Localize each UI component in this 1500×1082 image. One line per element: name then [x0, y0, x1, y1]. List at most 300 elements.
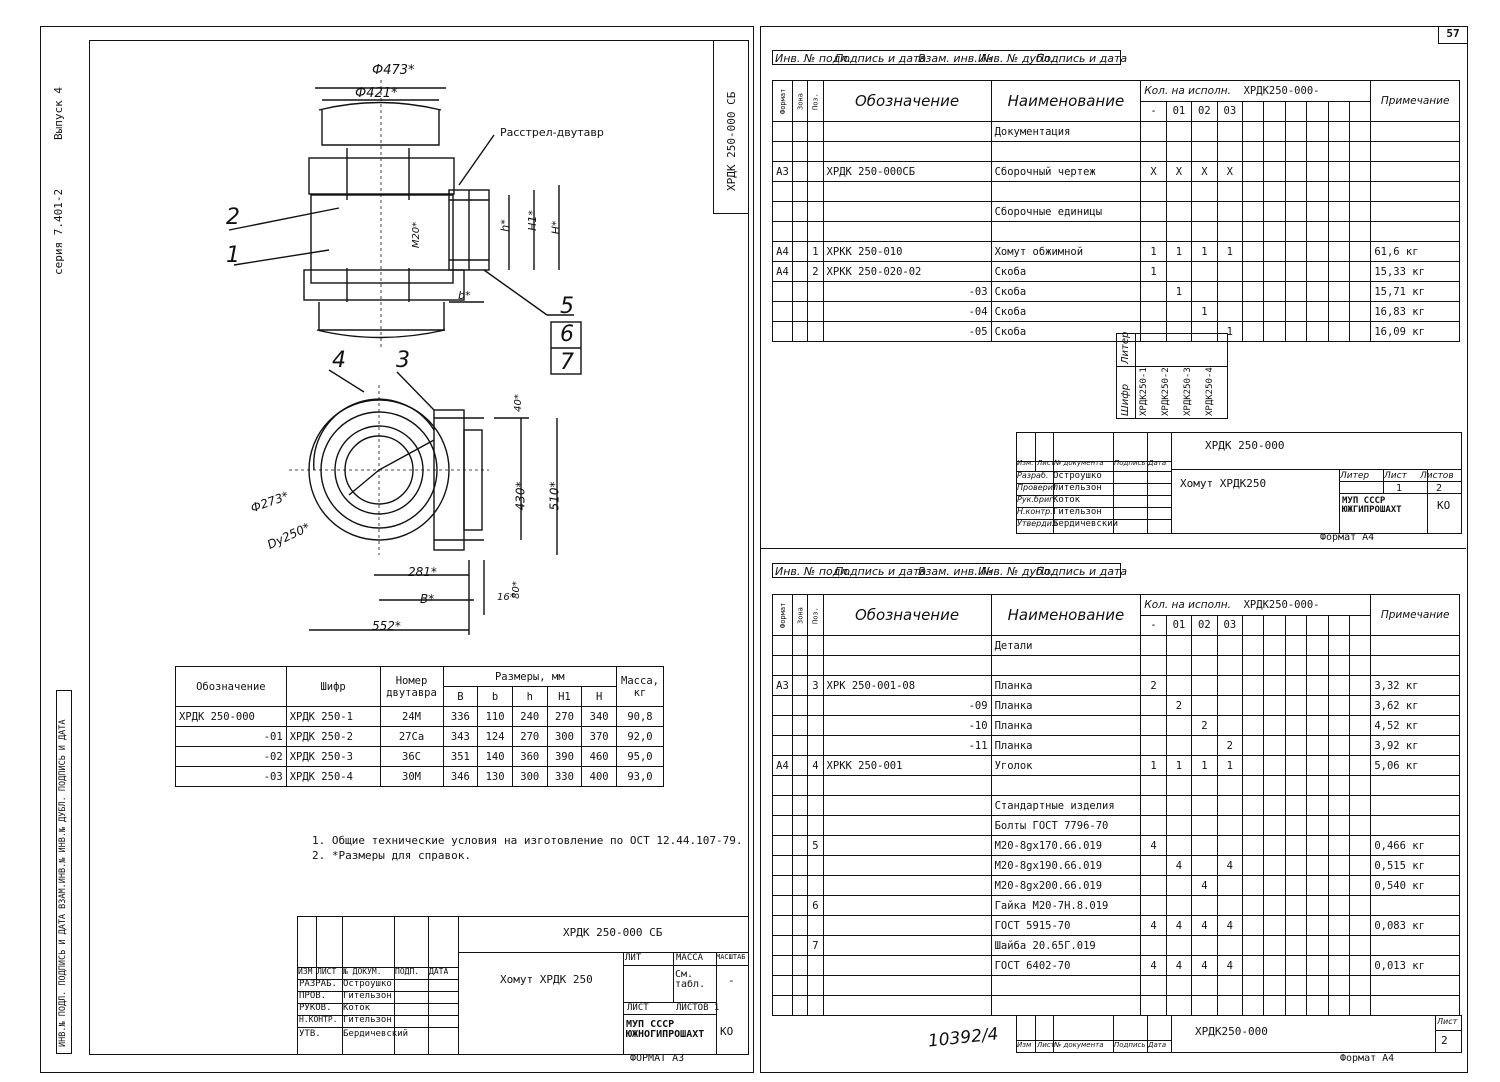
left-title-name: Хомут ХРДК 250: [500, 973, 593, 986]
spec-cell: 1: [1166, 242, 1191, 262]
spec-cell: [991, 996, 1141, 1016]
spec-cell: [1141, 716, 1166, 736]
spec-cell: 2: [1166, 696, 1191, 716]
spec-cell: [1243, 976, 1264, 996]
spec-cell: [793, 816, 808, 836]
spec-row: [773, 816, 1460, 836]
spec-cell: Сборочные единицы: [991, 202, 1141, 222]
spec-cell: [1166, 816, 1191, 836]
spec-cell: X: [1141, 162, 1166, 182]
spec-cell: [1243, 996, 1264, 1016]
spec-cell: [1264, 262, 1285, 282]
dim-430: 430*: [513, 481, 528, 511]
spec-cell: [1217, 816, 1242, 836]
left-role-4-name: Бердичевский: [343, 1029, 409, 1039]
spec-cell: [1307, 896, 1328, 916]
spec-cell: [1264, 716, 1285, 736]
spec-cell: [1243, 322, 1264, 342]
spec-cell: [793, 896, 808, 916]
th-H1: H1: [547, 687, 582, 707]
spec1-col: 02: [1192, 101, 1217, 122]
spec-cell: [1371, 636, 1460, 656]
strip-cell: Взам. инв. №: [918, 565, 993, 578]
spec-cell: [1243, 242, 1264, 262]
spec-cell: [1217, 796, 1242, 816]
spec-cell: [1285, 976, 1306, 996]
spec-cell: [1285, 876, 1306, 896]
spec-cell: [1264, 122, 1285, 142]
spec-cell: [1307, 936, 1328, 956]
spec-cell: [1349, 182, 1370, 202]
spec-cell: 2: [808, 262, 823, 282]
spec1-title-code: ХРДК 250-000: [1205, 439, 1285, 452]
spec-cell: [1243, 896, 1264, 916]
spec-cell: [773, 736, 793, 756]
spec-cell: [1371, 776, 1460, 796]
spec-cell: [1264, 836, 1285, 856]
spec-cell: 3,62 кг: [1371, 696, 1460, 716]
spec-cell: [1349, 956, 1370, 976]
spec-cell: 4: [1192, 916, 1217, 936]
callout-4: 4: [332, 348, 346, 373]
spec-cell: [1371, 656, 1460, 676]
spec-cell: [1166, 736, 1191, 756]
spec-cell: [1371, 122, 1460, 142]
spec-cell: [1285, 302, 1306, 322]
spec-cell: [1192, 122, 1217, 142]
spec-cell: [1285, 996, 1306, 1016]
spec-cell: [773, 996, 793, 1016]
left-role-3-name: Гительзон: [343, 1015, 392, 1025]
th-shifr: Шифр: [286, 667, 380, 707]
strip-cell: Инв. № подл.: [775, 52, 851, 65]
spec-cell: [1285, 816, 1306, 836]
spec-cell: [1328, 162, 1349, 182]
spec-cell: [773, 816, 793, 836]
spec-cell: [1328, 916, 1349, 936]
spec-cell: [1264, 656, 1285, 676]
spec-cell: [823, 142, 991, 162]
spec-cell: [1141, 796, 1166, 816]
spec-cell: [1349, 302, 1370, 322]
side-strip-text: ИНВ.№ ПОДЛ. ПОДПИСЬ И ДАТА ВЗАМ.ИНВ.№ ИНВ.№ ДУБЛ. ПОДПИСЬ И ДАТА: [58, 719, 68, 1047]
spec-cell: [1285, 202, 1306, 222]
spec-row: [773, 896, 1460, 916]
spec-cell: [808, 796, 823, 816]
spec-cell: [1349, 796, 1370, 816]
spec-cell: [1243, 262, 1264, 282]
spec-cell: [1307, 916, 1328, 936]
spec1-kol-code: ХРДК250-000-: [1243, 84, 1320, 97]
spec-cell: 4: [1192, 876, 1217, 896]
spec-cell: [1328, 636, 1349, 656]
spec-cell: [1166, 896, 1191, 916]
spec-cell: 4: [1192, 956, 1217, 976]
spec-cell: [773, 836, 793, 856]
spec1-col: -: [1141, 101, 1166, 122]
spec-cell: [1192, 776, 1217, 796]
spec-cell: [1166, 796, 1191, 816]
spec-cell: 3,32 кг: [1371, 676, 1460, 696]
spec-cell: [1264, 776, 1285, 796]
spec-cell: [1328, 142, 1349, 162]
table-row: [176, 767, 664, 787]
spec-cell: [1307, 656, 1328, 676]
spec-row: [773, 856, 1460, 876]
dim-40: 40*: [512, 394, 524, 412]
spec-cell: [1328, 956, 1349, 976]
spec-cell: [1243, 162, 1264, 182]
spec-cell: [793, 956, 808, 976]
spec-cell: А3: [773, 676, 793, 696]
spec-cell: [1217, 936, 1242, 956]
spec-cell: [823, 896, 991, 916]
spec-cell: [793, 796, 808, 816]
cell: 140: [478, 747, 513, 767]
cell: 24М: [380, 707, 443, 727]
spec-cell: [1243, 182, 1264, 202]
spec-cell: [1243, 736, 1264, 756]
spec-cell: [991, 976, 1141, 996]
spec-cell: [808, 182, 823, 202]
spec-cell: [1166, 636, 1191, 656]
dim-m20: М20*: [411, 221, 423, 249]
th-B: B: [443, 687, 478, 707]
spec-cell: 0,013 кг: [1371, 956, 1460, 976]
callout-6: 6: [560, 322, 574, 347]
spec-cell: [773, 696, 793, 716]
spec-cell: [1192, 282, 1217, 302]
callout-5: 5: [560, 294, 574, 319]
spec-cell: [1349, 816, 1370, 836]
spec-cell: [823, 222, 991, 242]
spec-cell: [991, 222, 1141, 242]
spec-cell: [773, 636, 793, 656]
spec-cell: [1285, 896, 1306, 916]
spec-cell: [1307, 956, 1328, 976]
spec-cell: [1371, 936, 1460, 956]
spec-row: [773, 676, 1460, 696]
spec-cell: 4: [1141, 956, 1166, 976]
spec-cell: 1: [1141, 262, 1166, 282]
spec-cell: [1349, 756, 1370, 776]
spec-cell: [808, 202, 823, 222]
spec-cell: [1217, 876, 1242, 896]
spec-cell: [1328, 776, 1349, 796]
spec-cell: [773, 896, 793, 916]
spec1-h-poz: Поз.: [808, 81, 823, 122]
spec-cell: [823, 916, 991, 936]
spec-cell: [1264, 242, 1285, 262]
left-title-mass: См. табл.: [675, 969, 706, 990]
spec-cell: [1243, 222, 1264, 242]
cell: 351: [443, 747, 478, 767]
spec1-role-2: Рук.бриг.: [1017, 495, 1056, 504]
spec-cell: X: [1217, 162, 1242, 182]
callout-7: 7: [560, 350, 574, 375]
spec-cell: [1192, 262, 1217, 282]
spec-cell: ХРКК 250-020-02: [823, 262, 991, 282]
spec-cell: [1328, 322, 1349, 342]
top-stamp-code: ХРДК 250-000 СБ: [725, 91, 738, 191]
spec-cell: [1264, 996, 1285, 1016]
spec-cell: [1166, 262, 1191, 282]
spec-cell: [1264, 282, 1285, 302]
spec-cell: [1192, 142, 1217, 162]
spec-cell: [773, 936, 793, 956]
cell: 390: [547, 747, 582, 767]
side-issue: Выпуск 4: [52, 87, 65, 140]
spec-cell: [773, 182, 793, 202]
spec2-top-strip: [772, 563, 1128, 578]
spec-cell: [1349, 836, 1370, 856]
spec-cell: [808, 222, 823, 242]
spec-row: [773, 796, 1460, 816]
spec-cell: [1217, 262, 1242, 282]
spec-cell: Скоба: [991, 262, 1141, 282]
spec-cell: 4: [808, 756, 823, 776]
spec-cell: [1328, 242, 1349, 262]
spec-cell: [1328, 182, 1349, 202]
spec-cell: [1192, 696, 1217, 716]
spec-cell: [991, 182, 1141, 202]
spec-row: [773, 222, 1460, 242]
spec-cell: 61,6 кг: [1371, 242, 1460, 262]
cell: 240: [512, 707, 547, 727]
spec-cell: [823, 816, 991, 836]
spec-cell: [1264, 856, 1285, 876]
spec-cell: [1243, 122, 1264, 142]
spec-cell: [1166, 122, 1191, 142]
spec-cell: [1307, 142, 1328, 162]
spec-cell: [1328, 696, 1349, 716]
spec-cell: -09: [823, 696, 991, 716]
spec-cell: [793, 182, 808, 202]
spec-cell: [823, 996, 991, 1016]
spec-cell: [1349, 996, 1370, 1016]
spec-cell: 5: [808, 836, 823, 856]
spec-cell: [1264, 676, 1285, 696]
side-series: серия 7.401-2: [52, 188, 65, 275]
spec-cell: [773, 222, 793, 242]
spec-cell: [808, 282, 823, 302]
spec-cell: [1349, 876, 1370, 896]
right-divider: [760, 548, 1466, 549]
spec-cell: [1192, 996, 1217, 1016]
spec2-h-poz: Поз.: [808, 595, 823, 636]
spec1-title-name: Хомут ХРДК250: [1180, 477, 1267, 490]
spec-cell: [1141, 896, 1166, 916]
spec-cell: [1349, 696, 1370, 716]
spec1-kol-label: Кол. на исполн.: [1144, 84, 1231, 97]
spec-cell: [1217, 282, 1242, 302]
spec-cell: [991, 142, 1141, 162]
spec2-head-dok: № документа: [1054, 1041, 1104, 1049]
spec-cell: [823, 956, 991, 976]
cell: 92,0: [617, 727, 664, 747]
spec-cell: [1349, 222, 1370, 242]
spec-cell: 4: [1166, 856, 1191, 876]
spec-row: [773, 716, 1460, 736]
spec-cell: [1264, 302, 1285, 322]
spec-cell: [793, 202, 808, 222]
strip-cell: Подпись и дата: [1036, 52, 1128, 65]
dim-281: 281*: [408, 565, 437, 579]
spec-cell: Гайка М20-7Н.8.019: [991, 896, 1141, 916]
spec-cell: [1328, 676, 1349, 696]
spec-cell: [808, 956, 823, 976]
spec-cell: 4: [1141, 916, 1166, 936]
spec-cell: [793, 756, 808, 776]
spec-cell: 4: [1141, 836, 1166, 856]
spec-cell: [793, 262, 808, 282]
spec-cell: [1141, 222, 1166, 242]
th-nomer: Номер двутавра: [380, 667, 443, 707]
spec-cell: [1328, 282, 1349, 302]
spec-cell: [1285, 262, 1306, 282]
spec-row: [773, 936, 1460, 956]
spec-cell: [1371, 222, 1460, 242]
spec-cell: [1349, 322, 1370, 342]
spec-cell: [1166, 836, 1191, 856]
left-head-izm: ИЗМ: [298, 967, 313, 976]
spec-cell: [1166, 302, 1191, 322]
spec-cell: [773, 716, 793, 736]
spec-cell: [1166, 202, 1191, 222]
spec-cell: Планка: [991, 676, 1141, 696]
spec-cell: [823, 836, 991, 856]
spec-cell: Болты ГОСТ 7796-70: [991, 816, 1141, 836]
spec-cell: [808, 876, 823, 896]
spec-cell: [1371, 896, 1460, 916]
spec-cell: [1307, 222, 1328, 242]
spec-cell: [1243, 282, 1264, 302]
spec-cell: [1285, 776, 1306, 796]
left-title-format: ФОРМАТ А3: [630, 1053, 685, 1064]
spec-cell: М20-8gx200.66.019: [991, 876, 1141, 896]
spec-row: [773, 242, 1460, 262]
spec1-title-listov: Листов: [1420, 471, 1454, 481]
spec-cell: [1264, 936, 1285, 956]
spec-cell: [1192, 676, 1217, 696]
spec-row: [773, 656, 1460, 676]
spec-cell: [1264, 182, 1285, 202]
spec-cell: 0,515 кг: [1371, 856, 1460, 876]
spec-cell: ХРКК 250-001: [823, 756, 991, 776]
spec-cell: [1264, 222, 1285, 242]
spec-cell: [1349, 896, 1370, 916]
spec-row: [773, 162, 1460, 182]
spec-cell: [1307, 796, 1328, 816]
dim-H: H*: [549, 220, 563, 235]
spec-cell: [1349, 202, 1370, 222]
spec-cell: [823, 656, 991, 676]
spec-cell: ХРДК 250-000СБ: [823, 162, 991, 182]
spec1-head-podp: Подпись: [1114, 459, 1146, 467]
dim-h1: H1*: [525, 210, 539, 231]
spec-cell: [793, 676, 808, 696]
spec-cell: 4: [1166, 956, 1191, 976]
spec-cell: [773, 282, 793, 302]
spec-row: [773, 282, 1460, 302]
spec-cell: [1192, 836, 1217, 856]
spec-cell: [1285, 122, 1306, 142]
dim-552: 552*: [372, 619, 401, 633]
spec-cell: [1141, 776, 1166, 796]
spec-cell: [773, 856, 793, 876]
spec-cell: [1349, 142, 1370, 162]
cell: 370: [582, 727, 617, 747]
spec-cell: М20-8gx170.66.019: [991, 836, 1141, 856]
spec-cell: [1285, 796, 1306, 816]
spec-cell: [1328, 222, 1349, 242]
spec-cell: 2: [1141, 676, 1166, 696]
cell: ХРДК 250-4: [286, 767, 380, 787]
spec-cell: [1285, 142, 1306, 162]
spec-cell: [1307, 202, 1328, 222]
note-2: 2. *Размеры для справок.: [312, 849, 471, 862]
spec-cell: [773, 122, 793, 142]
spec-cell: [793, 876, 808, 896]
liter-label: Литер: [1120, 331, 1131, 364]
spec-cell: -04: [823, 302, 991, 322]
spec-cell: [1328, 936, 1349, 956]
table-row: [176, 747, 664, 767]
spec-row: [773, 122, 1460, 142]
spec-cell: [1166, 142, 1191, 162]
spec-cell: [1307, 856, 1328, 876]
spec-cell: [1371, 162, 1460, 182]
spec-cell: [823, 856, 991, 876]
left-role-3: Н.КОНТР.: [299, 1015, 338, 1024]
strip-cell: Инв. № подл.: [775, 565, 851, 578]
spec-cell: [808, 856, 823, 876]
dim-16: 16*: [497, 592, 515, 603]
spec-cell: [1243, 836, 1264, 856]
spec-cell: [1328, 122, 1349, 142]
spec-cell: [1141, 816, 1166, 836]
spec-cell: [1217, 656, 1242, 676]
spec-cell: [773, 916, 793, 936]
spec-cell: [1349, 776, 1370, 796]
spec-row: [773, 956, 1460, 976]
spec-cell: [823, 796, 991, 816]
size-table: [175, 666, 664, 787]
spec-cell: [1349, 936, 1370, 956]
spec-cell: -11: [823, 736, 991, 756]
spec-cell: 2: [1192, 716, 1217, 736]
left-title-org: МУП СССР ЮЖНОГИПРОШАХТ: [626, 1019, 705, 1040]
spec-cell: 4: [1217, 956, 1242, 976]
shifr-2: ХРДК250-3: [1183, 367, 1193, 416]
spec-cell: [1141, 122, 1166, 142]
spec-cell: [1141, 182, 1166, 202]
left-head-data: ДАТА: [429, 967, 449, 976]
cell: 270: [547, 707, 582, 727]
spec-cell: [1328, 876, 1349, 896]
spec-cell: [1328, 262, 1349, 282]
spec-cell: [1264, 956, 1285, 976]
spec-cell: [1349, 656, 1370, 676]
cell: 400: [582, 767, 617, 787]
spec-cell: [823, 776, 991, 796]
callout-2: 2: [226, 205, 240, 230]
spec-cell: 1: [1192, 302, 1217, 322]
spec-cell: [1217, 142, 1242, 162]
spec1-head-data: Дата: [1148, 459, 1167, 467]
spec-row: [773, 876, 1460, 896]
spec-cell: [1328, 796, 1349, 816]
